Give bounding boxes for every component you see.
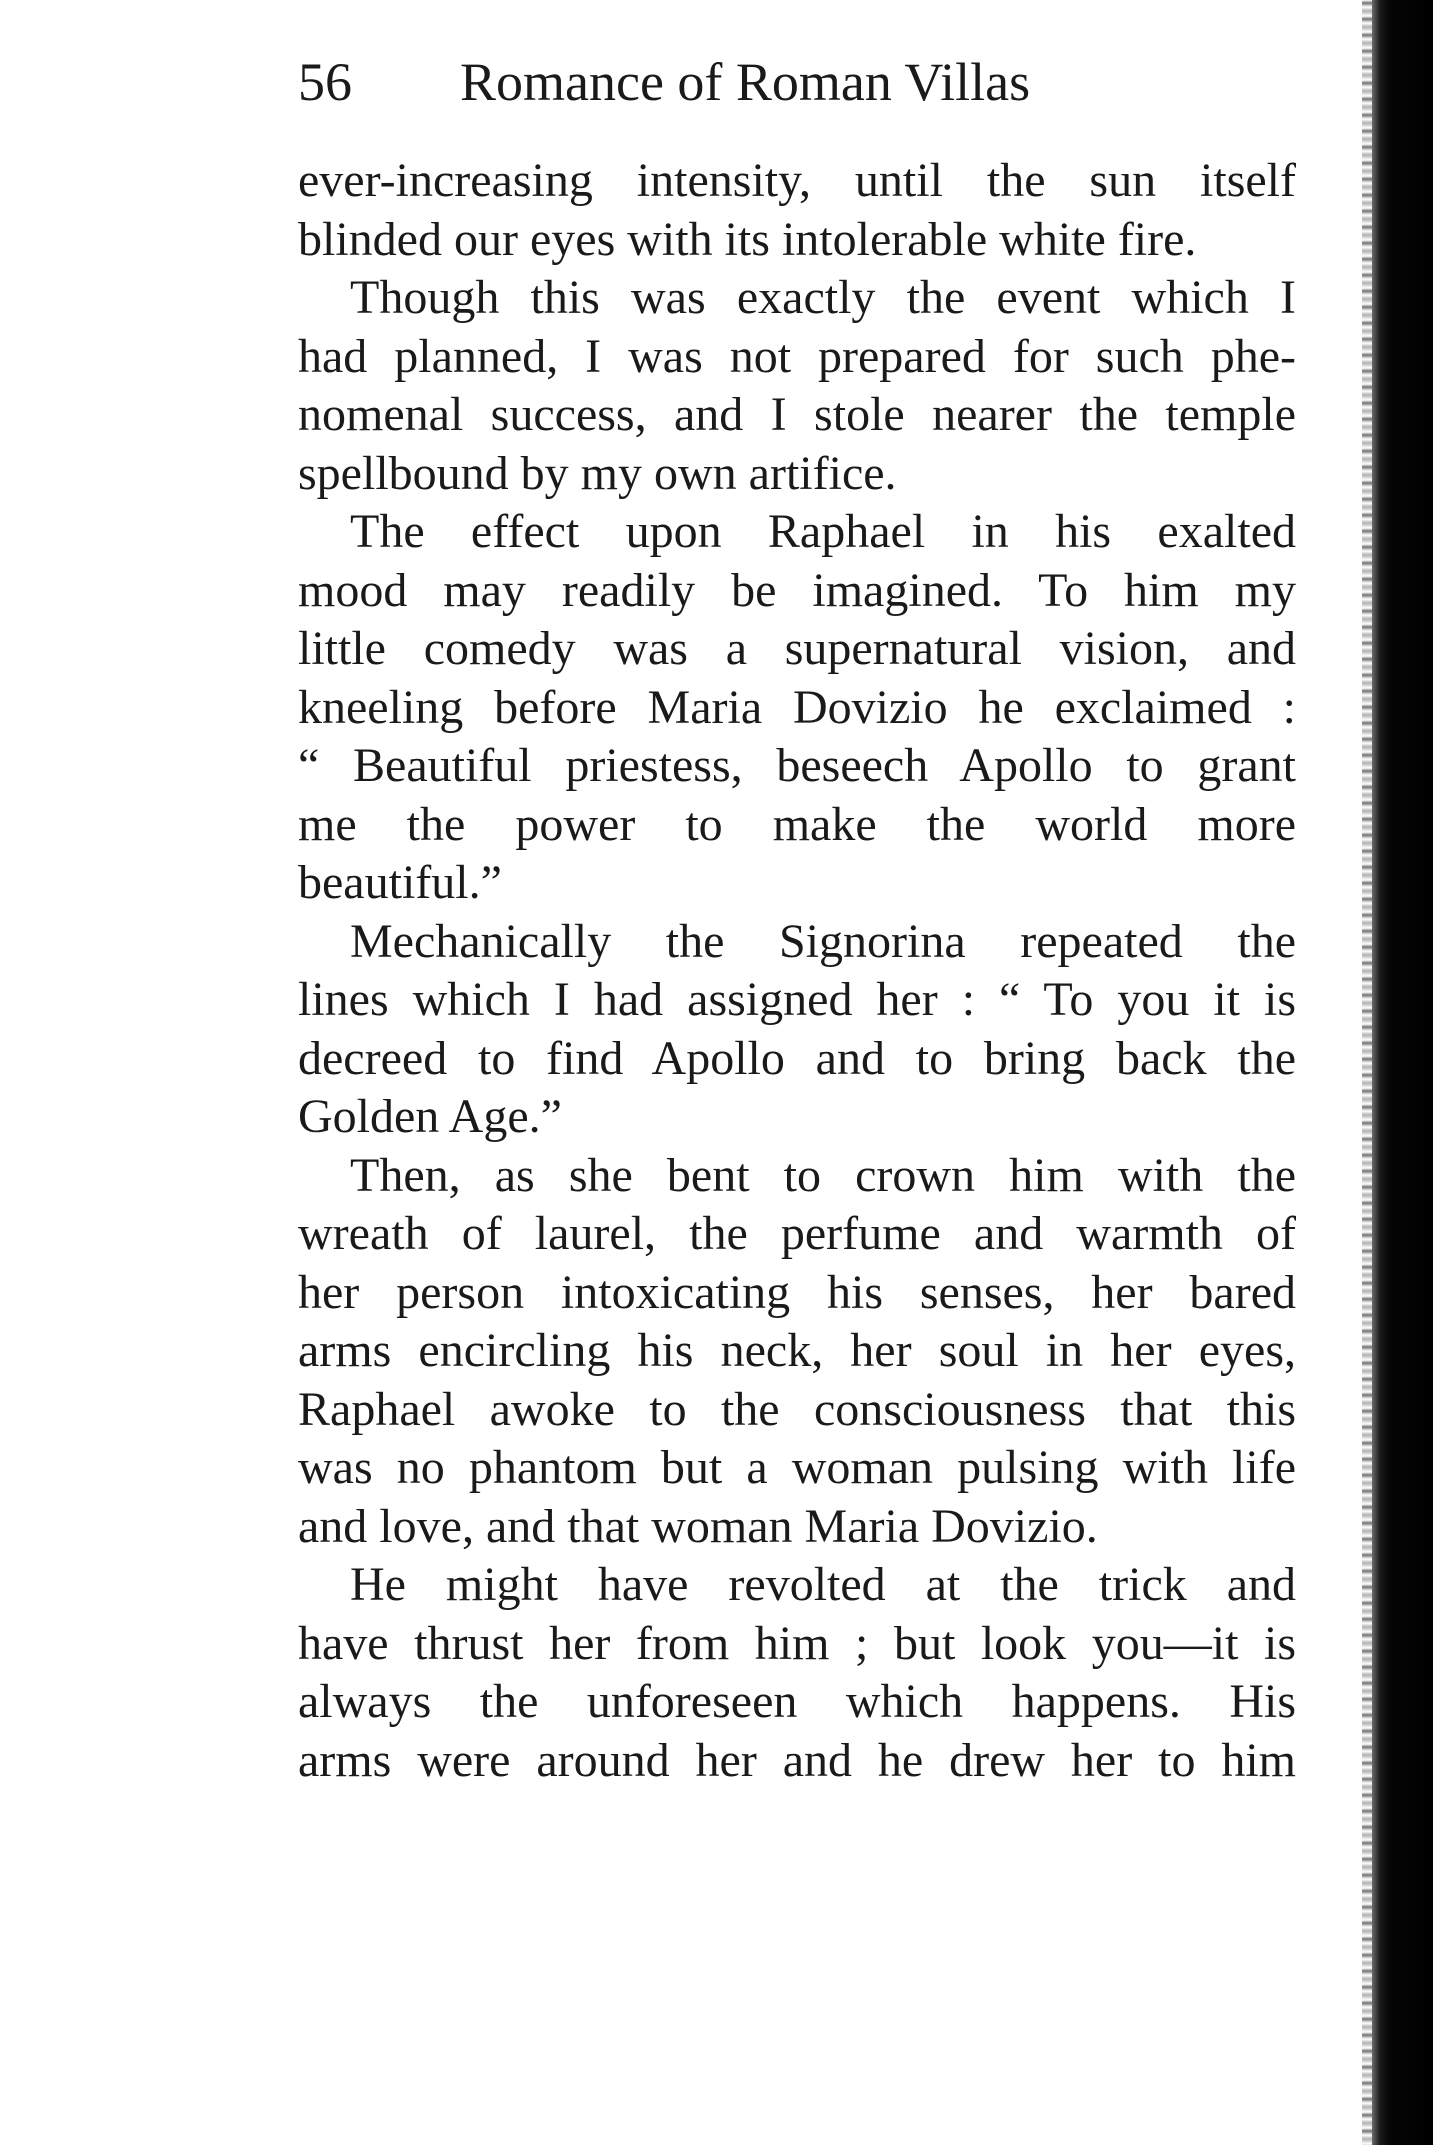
text-line: “ Beautiful priestess, beseech Apollo to grant bbox=[298, 739, 1296, 792]
text-line: decreed to find Apollo and to bring back the bbox=[298, 1031, 1296, 1085]
text-line: mood may readily be imagined. To him my bbox=[298, 563, 1296, 617]
paragraph-first-line: Then, as she bent to crown him with the bbox=[350, 1148, 1296, 1202]
running-title: Romance of Roman Villas bbox=[460, 52, 1031, 112]
paragraph-last-line: beautiful.” bbox=[298, 856, 502, 909]
text-line: kneeling before Maria Dovizio he exclaimed : bbox=[298, 680, 1296, 734]
page-header bbox=[298, 42, 1298, 122]
text-line: always the unforeseen which happens. His bbox=[298, 1675, 1296, 1728]
paragraph-first-line: Though this was exactly the event which I bbox=[350, 271, 1296, 324]
text-line: wreath of laurel, the perfume and warmth of bbox=[298, 1207, 1296, 1260]
paragraph-first-line: The effect upon Raphael in his exalted bbox=[350, 505, 1296, 558]
text-line: little comedy was a supernatural vision, and bbox=[298, 622, 1296, 675]
text-line: lines which I had assigned her : “ To you it is bbox=[298, 973, 1296, 1026]
page-binding-edge bbox=[1372, 0, 1433, 2145]
paragraph-first-line: He might have revolted at the trick and bbox=[350, 1558, 1296, 1611]
text-line: Raphael awoke to the consciousness that this bbox=[298, 1382, 1296, 1436]
paragraph-last-line: Golden Age.” bbox=[298, 1090, 562, 1143]
text-line: was no phantom but a woman pulsing with life bbox=[298, 1441, 1296, 1494]
text-line: arms were around her and he drew her to him bbox=[298, 1733, 1296, 1787]
paragraph-first-line: Mechanically the Signorina repeated the bbox=[350, 914, 1296, 968]
text-line: blinded our eyes with its intolerable white fire. bbox=[298, 212, 1197, 266]
page-number: 56 bbox=[298, 52, 352, 112]
text-line: nomenal success, and I stole nearer the temple bbox=[298, 388, 1296, 441]
text-line: have thrust her from him ; but look you—it is bbox=[298, 1616, 1296, 1670]
paragraph-last-line: and love, and that woman Maria Dovizio. bbox=[298, 1499, 1098, 1553]
body-text bbox=[298, 152, 1296, 1792]
text-line: ever-increasing intensity, until the sun itself bbox=[298, 154, 1296, 207]
text-line: her person intoxicating his senses, her bared bbox=[298, 1265, 1296, 1319]
text-line: arms encircling his neck, her soul in her eyes, bbox=[298, 1324, 1296, 1377]
paragraph-last-line: spellbound by my own artifice. bbox=[298, 446, 897, 500]
text-line: had planned, I was not prepared for such phe- bbox=[298, 329, 1296, 383]
text-line: me the power to make the world more bbox=[298, 797, 1296, 851]
